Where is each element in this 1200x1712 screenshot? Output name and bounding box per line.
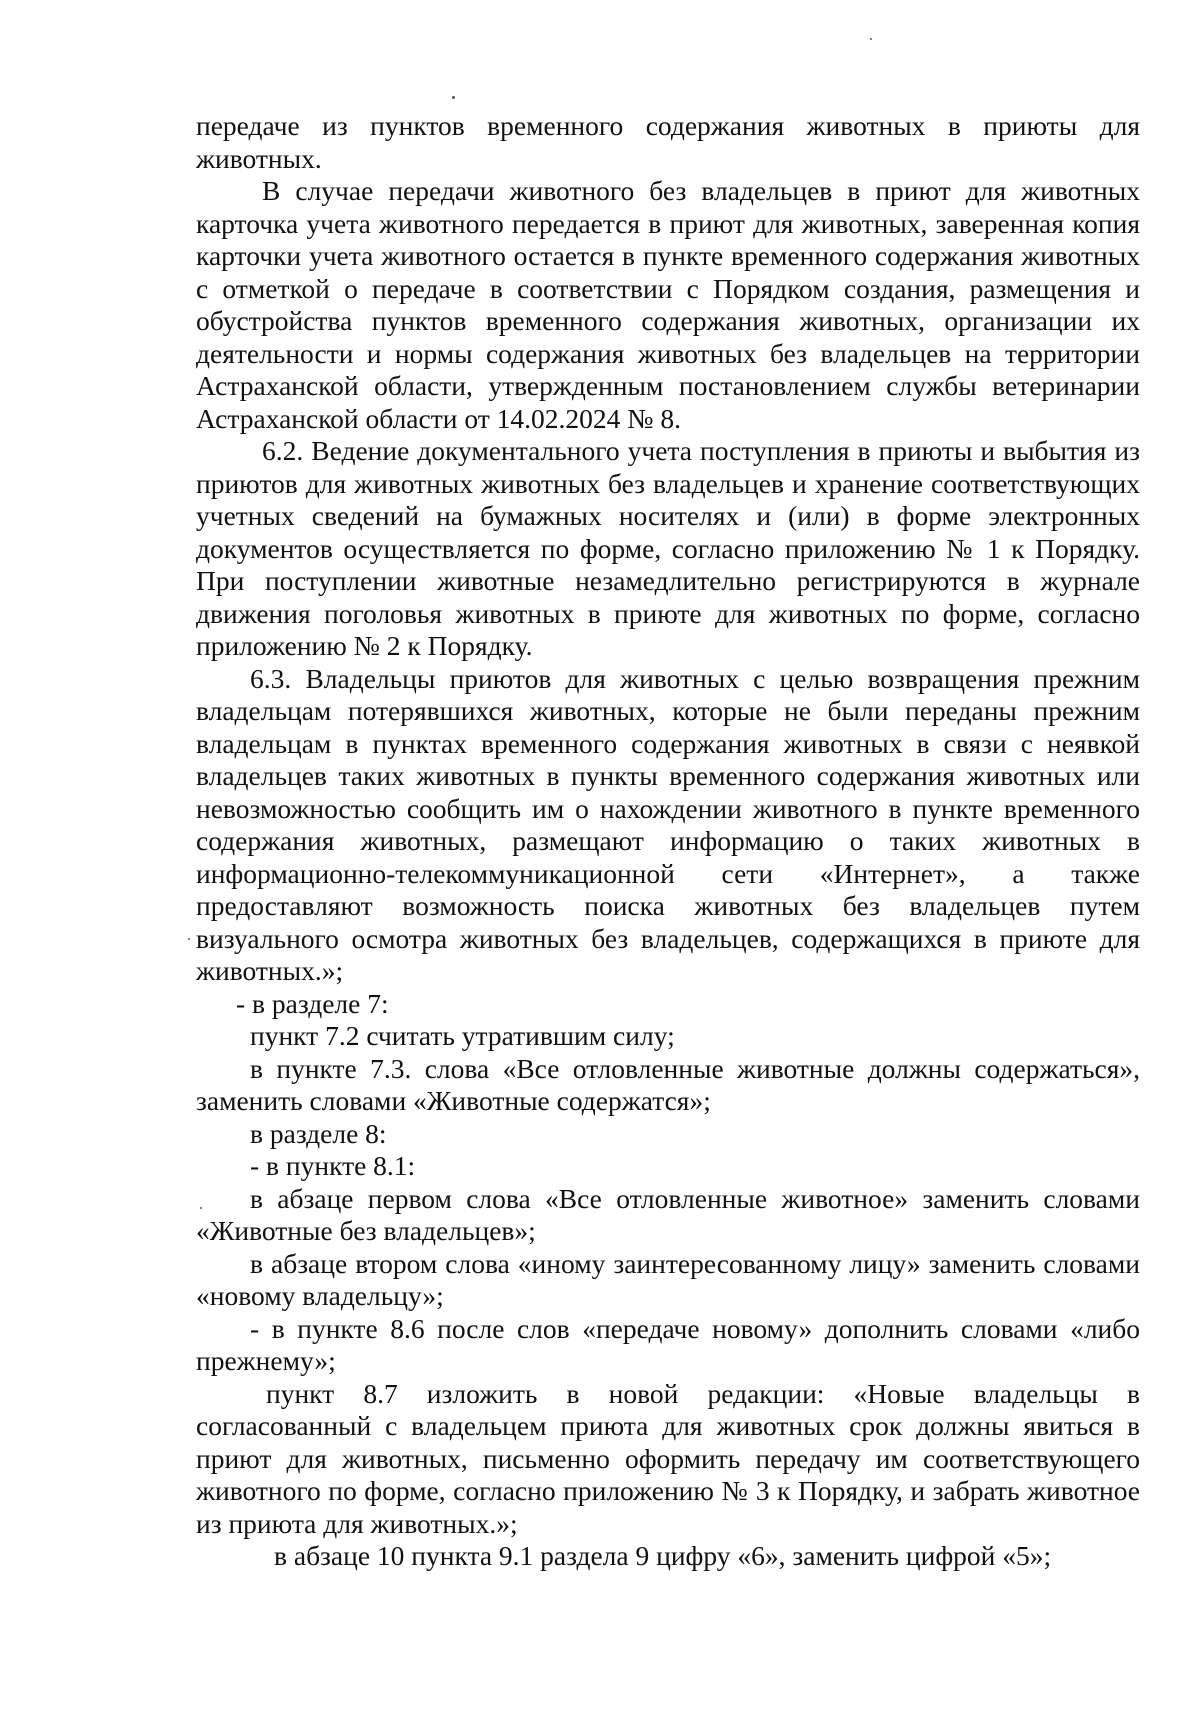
paragraph-item-7-2: пункт 7.2 считать утратившим силу; <box>250 1020 675 1051</box>
paragraph-item-8-1: - в пункте 8.1: <box>250 1150 416 1181</box>
paragraph-section-7: - в разделе 7: <box>236 987 389 1019</box>
scan-speck <box>452 96 455 99</box>
paragraph-section-8: в разделе 8: <box>250 1117 387 1149</box>
paragraph-item-8-7: пункт 8.7 изложить в новой редакции: «Новые владельцы в согласованный с владельцем приюта для животных срок должны явиться в приют для животных, письменно оформить передачу им соответствующего животного по форме, согласно приложению № 3 к Порядку, и забрать животное из приюта для животных.»; <box>196 1377 1140 1539</box>
paragraph-6-3: 6.3. Владельцы приютов для животных с целью возвращения прежним владельцам потерявшихся животных, которые не были переданы прежним владельцам в пунктах временного содержания животных в связи с неявкой владельцев таких животных в пункты временного содержания животных или невозможностью сообщить им о нахождении животного в пункте временного содержания животных, размещают информацию о таких животных в информационно-телекоммуникационной сети «Интернет», а также предоставляют возможность поиска животных без владельцев путем визуального осмотра животных без владельцев, содержащихся в приюте для животных.»; <box>196 662 1140 986</box>
scan-speck <box>188 938 190 940</box>
paragraph-continuation: передаче из пунктов временного содержания животных в приюты для животных. <box>196 110 1140 174</box>
paragraph-item-8-6: - в пункте 8.6 после слов «передаче новому» дополнить словами «либо прежнему»; <box>196 1312 1140 1376</box>
scan-speck <box>870 38 872 40</box>
document-body <box>196 110 1140 1573</box>
paragraph-item-7-3: в пункте 7.3. слова «Все отловленные животные должны содержаться», заменить словами «Животные содержатся»; <box>196 1052 1140 1116</box>
paragraph-6-2: 6.2. Ведение документального учета поступления в приюты и выбытия из приютов для животных животных без владельцев и хранение соответствующих учетных сведений на бумажных носителях и (или) в форме электронных документов осуществляется по форме, согласно приложению № 1 к Порядку. При поступлении животные незамедлительно регистрируются в журнале движения поголовья животных в приюте для животных по форме, согласно приложению № 2 к Порядку. <box>196 435 1140 661</box>
paragraph-item-9-1: в абзаце 10 пункта 9.1 раздела 9 цифру «6», заменить цифрой «5»; <box>274 1540 1052 1571</box>
paragraph-8-1-second: в абзаце втором слова «иному заинтересованному лицу» заменить словами «новому владельцу»; <box>196 1247 1140 1311</box>
paragraph-transfer-to-shelter: В случае передачи животного без владельцев в приют для животных карточка учета животного передается в приют для животных, заверенная копия карточки учета животного остается в пункте временного содержания животных с отметкой о передаче в соответствии с Порядком создания, размещения и обустройства пунктов временного содержания животных, организации их деятельности и нормы содержания животных без владельцев на территории Астраханской области, утвержденным постановлением службы ветеринарии Астраханской области от 14.02.2024 № 8. <box>196 175 1140 434</box>
paragraph-8-1-first: в абзаце первом слова «Все отловленные животное» заменить словами «Животные без владельцев»; <box>196 1182 1140 1246</box>
